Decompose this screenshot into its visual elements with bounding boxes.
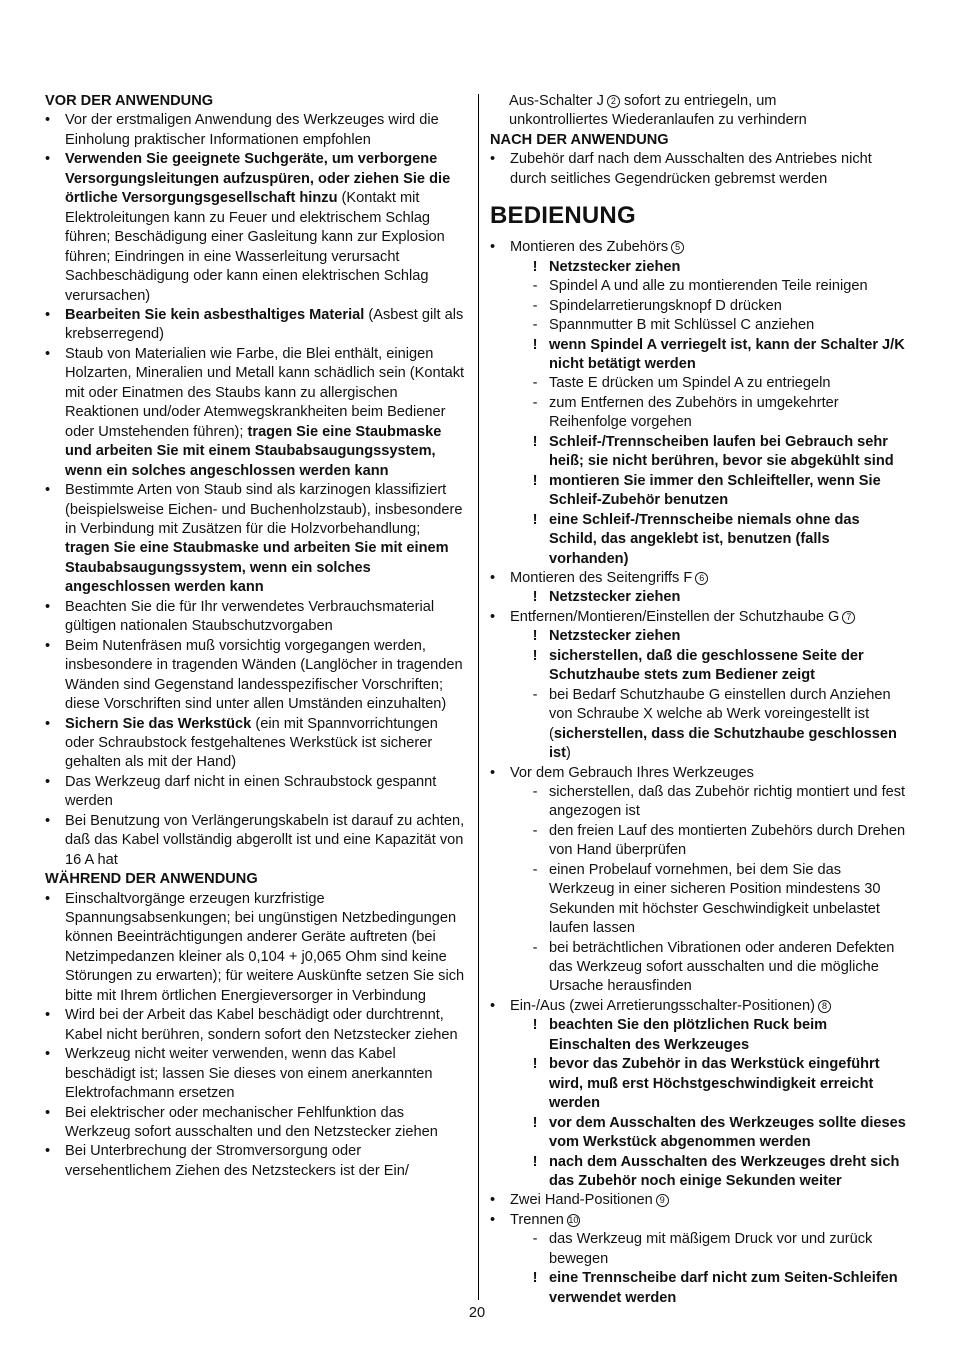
before-use-steps xyxy=(510,783,910,997)
figure-ref-7: 7 xyxy=(842,611,855,624)
instruction-step: - das Werkzeug mit mäßigem Druck vor und zurück bewegen xyxy=(532,1231,873,1267)
after-use-heading: NACH DER ANWENDUNG xyxy=(490,131,669,148)
instruction-step: - Spannmutter B mit Schlüssel C anziehen xyxy=(532,317,815,334)
switch-continuation: Aus-Schalter J 2 sofort zu entriegeln, um unkontrolliertes Wiederanlaufen zu verhindern xyxy=(509,93,807,129)
before-use-heading: VOR DER ANWENDUNG xyxy=(45,93,214,109)
cutting-item: • Trennen 10 - das Werkzeug mit mäßigem Druck vor und zurück bewegen ! eine Trennscheibe darf nicht zum Seiten-Schleifen verwendet werden xyxy=(490,1211,910,1308)
guard-item: • Entfernen/Montieren/Einstellen der Schutzhaube G 7 ! Netzstecker ziehen ! sicherstellen, daß die geschlossene Seite der Schutzhaube stets zum Bediener zeigt - bei Bedarf Schutzhaube G einstellen durch Anziehen von Schraube X welche ab Werk voreingestellt ist (sicherstellen, dass die Schutzhaube geschlossen ist) xyxy=(490,608,910,764)
list-item: • Beim Nutenfräsen muß vorsichtig vorgegangen werden, insbesondere in tragenden Wänden (Langlöcher in tragenden Wänden sind Gegenstand landesspezifischer Vorschriften; diese Vorschriften sind unter allen Umständen einzuhalten) xyxy=(45,637,467,715)
during-use-list xyxy=(45,890,467,1182)
warning-step: ! nach dem Ausschalten des Werkzeuges dreht sich das Zubehör noch einige Sekunden weiter xyxy=(532,1153,900,1190)
list-item: • Staub von Materialien wie Farbe, die Blei enthält, einigen Holzarten, Mineralien und Metall kann schädlich sein (Kontakt mit oder Einatmen des Staubs kann zu allergischen Reaktionen und/oder Atemwegskrankheiten beim Bediener oder Umstehenden führen); tragen Sie eine Staubmaske und arbeiten Sie mit einem Staubabsaugungssystem, wenn ein solches angeschlossen werden kann xyxy=(45,345,467,481)
list-item: • Einschaltvorgänge erzeugen kurzfristige Spannungsabsenkungen; bei ungünstigen Netzbedingungen können Beeinträchtigungen anderer Geräte auftreten (bei Netzimpedanzen kleiner als 0,104 + j0,065 Ohm sind keine Störungen zu erwarten); für weitere Auskünfte setzen Sie sich bitte mit Ihrem örtlichen Energieversorger in Verbindung xyxy=(45,890,467,1007)
warning-step: ! wenn Spindel A verriegelt ist, kann der Schalter J/K nicht betätigt werden xyxy=(532,336,905,372)
mount-steps xyxy=(510,258,910,569)
list-item: • Wird bei der Arbeit das Kabel beschädigt oder durchtrennt, Kabel nicht berühren, sondern sofort den Netzstecker ziehen xyxy=(45,1006,467,1045)
instruction-step: - Spindelarretierungsknopf D drücken xyxy=(532,297,782,314)
during-use-heading: WÄHREND DER ANWENDUNG xyxy=(45,871,258,888)
guard-steps xyxy=(510,627,910,763)
figure-ref-10: 10 xyxy=(568,1214,579,1225)
list-item: • Das Werkzeug darf nicht in einen Schraubstock gespannt werden xyxy=(45,773,467,812)
figure-ref-2: 2 xyxy=(607,95,620,108)
warning-step: ! Schleif-/Trennscheiben laufen bei Gebrauch sehr heiß; sie nicht berühren, bevor sie abgekühlt sind xyxy=(532,433,894,470)
list-item: • Werkzeug nicht weiter verwenden, wenn das Kabel beschädigt ist; lassen Sie dieses von einem anerkannten Elektrofachmann ersetzen xyxy=(45,1045,467,1103)
guard-adjust-step: - bei Bedarf Schutzhaube G einstellen durch Anziehen von Schraube X welche ab Werk voreingestellt ist (sicherstellen, dass die Schutzhaube geschlossen ist) xyxy=(532,686,897,762)
before-use-check-item: • Vor dem Gebrauch Ihres Werkzeuges - sicherstellen, daß das Zubehör richtig montiert und fest angezogen ist - den freien Lauf des montierten Zubehörs durch Drehen von Hand überprüfen - einen Probelauf vornehmen, bei dem Sie das Werkzeug in einer sicheren Position mindestens 30 Sekunden mit höchster Geschwindigkeit unbelastet laufen lassen - bei beträchtlichen Vibrationen oder anderen Defekten das Werkzeug sofort ausschalten und die mögliche Ursache herausfinden xyxy=(490,764,910,997)
page-number: 20 xyxy=(468,1305,486,1321)
warning-step: ! Netzstecker ziehen xyxy=(532,258,681,275)
warning-step: ! eine Schleif-/Trennscheibe niemals ohne das Schild, das angeklebt ist, benutzen (falls vorhanden) xyxy=(532,511,860,567)
instruction-step: - einen Probelauf vornehmen, bei dem Sie das Werkzeug in einer sicheren Position mindestens 30 Sekunden mit höchster Geschwindigkeit unbelastet laufen lassen xyxy=(532,861,881,937)
list-item: • Vor der erstmaligen Anwendung des Werkzeuges wird die Einholung praktischer Informationen empfohlen xyxy=(45,111,467,150)
warning-step: ! beachten Sie den plötzlichen Ruck beim Einschalten des Werkzeuges xyxy=(532,1017,828,1053)
list-item: • Verwenden Sie geeignete Suchgeräte, um verborgene Versorgungsleitungen aufzuspüren, oder ziehen Sie die örtliche Versorgungsgesellschaft hinzu (Kontakt mit Elektroleitungen kann zu Feuer und elektrischem Schlag führen; Beschädigung einer Gasleitung kann zur Explosion führen; Eindringen in eine Wasserleitung verursacht Sachbeschädigung oder kann einen elektrischen Schlag verursachen) xyxy=(45,150,467,306)
figure-ref-9: 9 xyxy=(656,1194,669,1207)
warning-step: ! Netzstecker ziehen xyxy=(532,589,681,606)
warning-step: ! eine Trennscheibe darf nicht zum Seiten-Schleifen verwendet werden xyxy=(532,1270,898,1306)
list-item: • Bei Benutzung von Verlängerungskabeln ist darauf zu achten, daß das Kabel vollständig abgerollt ist und eine Kapazität von 16 A hat xyxy=(45,812,467,870)
two-hand-item: • Zwei Hand-Positionen 9 xyxy=(490,1191,910,1210)
before-use-list xyxy=(45,111,467,870)
list-item: • Sichern Sie das Werkstück (ein mit Spannvorrichtungen oder Schraubstock festgehaltenes Werkstück ist sicherer gehalten als mit der Hand) xyxy=(45,715,467,773)
instruction-step: - bei beträchtlichen Vibrationen oder anderen Defekten das Werkzeug sofort ausschalten und die mögliche Ursache herausfinden xyxy=(532,939,895,995)
after-use-list xyxy=(490,150,910,189)
right-column xyxy=(490,92,910,1308)
list-item: • Beachten Sie die für Ihr verwendetes Verbrauchsmaterial gültigen nationalen Staubschutzvorgaben xyxy=(45,598,467,637)
warning-step: ! vor dem Ausschalten des Werkzeuges sollte dieses vom Werkstück abgenommen werden xyxy=(532,1114,906,1151)
side-grip-steps xyxy=(510,588,910,607)
figure-ref-5: 5 xyxy=(671,241,684,254)
list-item: • Bei Unterbrechung der Stromversorgung oder versehentlichem Ziehen des Netzsteckers ist der Ein/ xyxy=(45,1142,467,1181)
side-grip-item: • Montieren des Seitengriffs F 6 ! Netzstecker ziehen xyxy=(490,569,910,608)
on-off-steps xyxy=(510,1016,910,1191)
cutting-steps xyxy=(510,1230,910,1308)
section-title: BEDIENUNG xyxy=(490,202,636,230)
on-off-item: • Ein-/Aus (zwei Arretierungsschalter-Positionen) 8 ! beachten Sie den plötzlichen Ruck beim Einschalten des Werkzeuges ! bevor das Zubehör in das Werkstück eingeführt wird, muß erst Höchstgeschwindigkeit erreicht werden ! vor dem Ausschalten des Werkzeuges sollte dieses vom Werkstück abgenommen werden ! nach dem Ausschalten des Werkzeuges dreht sich das Zubehör noch einige Sekunden weiter xyxy=(490,997,910,1192)
instruction-step: - Taste E drücken um Spindel A zu entriegeln xyxy=(532,375,831,392)
warning-step: ! Netzstecker ziehen xyxy=(532,628,681,645)
left-column xyxy=(45,92,467,1181)
instruction-step: - zum Entfernen des Zubehörs in umgekehrter Reihenfolge vorgehen xyxy=(532,394,839,431)
instruction-step: - sicherstellen, daß das Zubehör richtig montiert und fest angezogen ist xyxy=(532,783,906,820)
instruction-step: - Spindel A und alle zu montierenden Teile reinigen xyxy=(532,278,868,295)
warning-step: ! bevor das Zubehör in das Werkstück eingeführt wird, muß erst Höchstgeschwindigkeit erreicht werden xyxy=(532,1056,880,1112)
operation-list xyxy=(490,238,910,1308)
list-item: • Bestimmte Arten von Staub sind als karzinogen klassifiziert (beispielsweise Eichen- und Buchenholzstaub), insbesondere in Verbindung mit Zusätzen für die Holzvorbehandlung; tragen Sie eine Staubmaske und arbeiten Sie mit einem Staubabsaugungssystem, wenn ein solches angeschlossen werden kann xyxy=(45,481,467,598)
list-item: • Zubehör darf nach dem Ausschalten des Antriebes nicht durch seitliches Gegendrücken gebremst werden xyxy=(490,150,910,189)
warning-step: ! sicherstellen, daß die geschlossene Seite der Schutzhaube stets zum Bediener zeigt xyxy=(532,647,864,684)
list-item: • Bearbeiten Sie kein asbesthaltiges Material (Asbest gilt als krebserregend) xyxy=(45,306,467,345)
list-item: • Bei elektrischer oder mechanischer Fehlfunktion das Werkzeug sofort ausschalten und den Netzstecker ziehen xyxy=(45,1104,467,1143)
column-divider xyxy=(478,94,479,1300)
figure-ref-6: 6 xyxy=(695,572,708,585)
mount-accessory-item: • Montieren des Zubehörs 5 ! Netzstecker ziehen - Spindel A und alle zu montierenden Teile reinigen - Spindelarretierungsknopf D drücken - Spannmutter B mit Schlüssel C anziehen ! wenn Spindel A verriegelt ist, kann der Schalter J/K nicht betätigt werden - Taste E drücken um Spindel A zu entriegeln - zum Entfernen des Zubehörs in umgekehrter Reihenfolge vorgehen ! Schleif-/Trennscheiben laufen bei Gebrauch sehr heiß; sie nicht berühren, bevor sie abgekühlt sind ! montieren Sie immer den Schleifteller, wenn Sie Schleif-Zubehör benutzen ! eine Schleif-/Trennscheibe niemals ohne das Schild, das angeklebt ist, benutzen (falls vorhanden) xyxy=(490,238,910,569)
warning-step: ! montieren Sie immer den Schleifteller, wenn Sie Schleif-Zubehör benutzen xyxy=(532,472,881,509)
instruction-step: - den freien Lauf des montierten Zubehörs durch Drehen von Hand überprüfen xyxy=(532,822,906,859)
figure-ref-8: 8 xyxy=(818,1000,831,1013)
